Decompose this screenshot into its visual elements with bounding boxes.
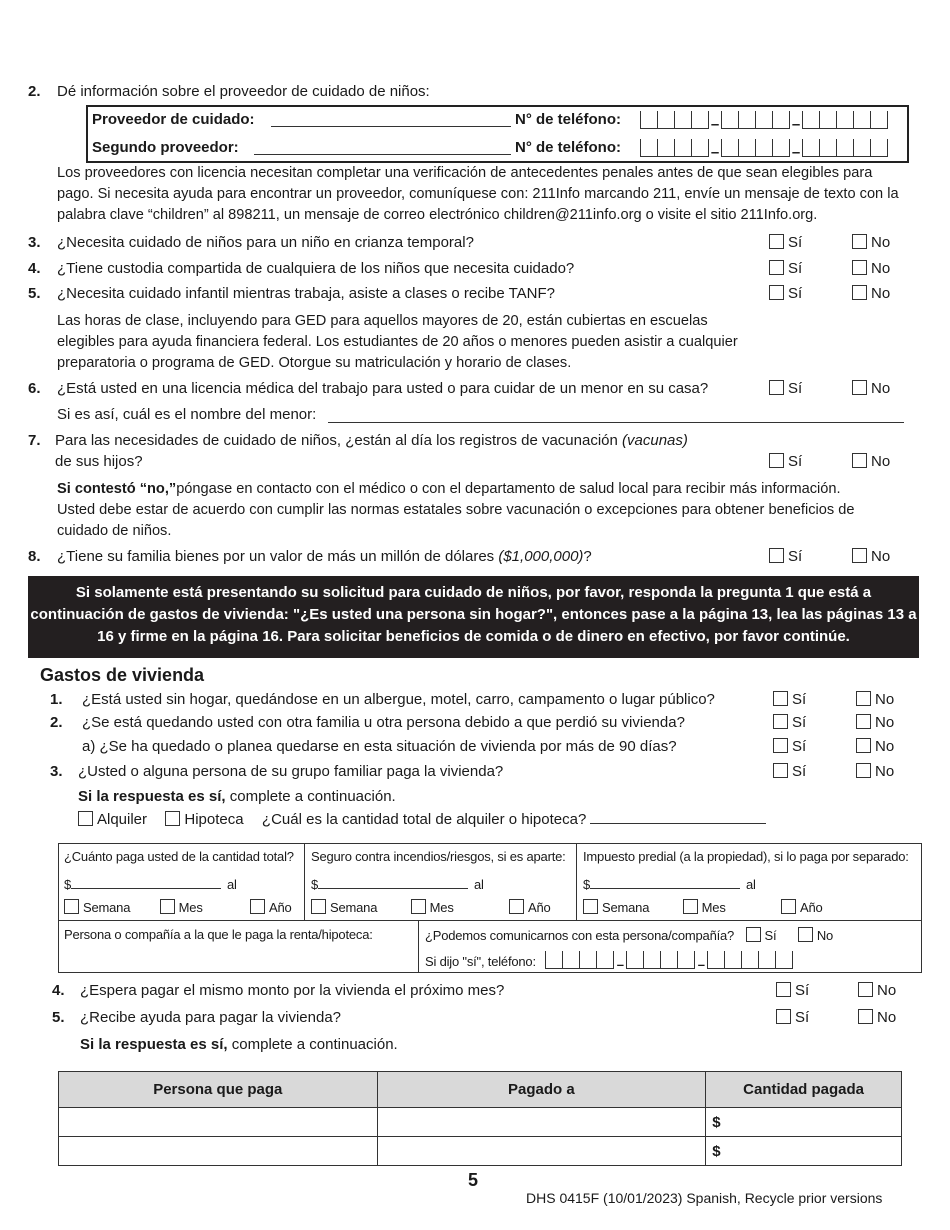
h2a-yes-checkbox[interactable] (773, 738, 788, 753)
rent-mortgage-row (78, 810, 766, 828)
q4-yes-label: Sí (788, 260, 803, 277)
table-cell[interactable]: $ (706, 1137, 902, 1166)
table-cell[interactable] (59, 1108, 378, 1137)
housing-title: Gastos de vivienda (40, 665, 205, 685)
q6-no-label: No (871, 380, 891, 397)
q4-no-label: No (871, 260, 891, 277)
q7-text-cont: de sus hijos? (55, 453, 143, 470)
grid-cell-amount: ¿Cuánto paga usted de la cantidad total? $ al Semana Mes Año (59, 844, 305, 920)
q8-text: ¿Tiene su familia bienes por un valor de más un millón de dólares ($1,000,000)? (57, 548, 592, 565)
tax-year-checkbox[interactable] (781, 899, 796, 914)
tax-week-checkbox[interactable] (583, 899, 598, 914)
q8-num: 8. (28, 548, 41, 565)
rent-checkbox[interactable] (78, 811, 93, 826)
payment-table (58, 1071, 902, 1166)
form-id: DHS 0415F (10/01/2023) Spanish, Recycle prior versions (526, 1190, 883, 1206)
h4-yes-checkbox[interactable] (776, 982, 791, 997)
total-question: ¿Cuál es la cantidad total de alquiler o hipoteca? (261, 811, 587, 828)
q2-note: Los proveedores con licencia necesitan completar una verificación de antecedentes penales antes de que sean elegibles para pago. Si necesita ayuda para encontrar un proveedor, comuníquese con: 211Info marcando 211, envíe un mensaje de texto con la palabra clave “children” al 898211, un mensaje de correo electrónico children@211info.org o visite el sitio 211Info.org. (57, 165, 899, 223)
provider1-label: Proveedor de cuidado: (92, 111, 255, 128)
h3-if-yes: Si la respuesta es sí, complete a continuación. (78, 788, 396, 805)
grid-cell-contact: ¿Podemos comunicarnos con esta persona/compañía? Sí No Si dijo "sí", teléfono: – – (425, 928, 834, 972)
amount-year-checkbox[interactable] (250, 899, 265, 914)
provider2-field[interactable] (254, 141, 511, 155)
mortgage-checkbox[interactable] (165, 811, 180, 826)
grid-cell-property-tax: Impuesto predial (a la propiedad), si lo paga por separado: $ al Semana Mes Año (583, 849, 909, 915)
q7-yes-checkbox[interactable] (769, 453, 784, 468)
contact-yes-checkbox[interactable] (746, 927, 761, 942)
h4-text: ¿Espera pagar el mismo monto por la vivienda el próximo mes? (80, 982, 505, 999)
h2-num: 2. (50, 714, 63, 731)
q3-no-label: No (871, 234, 891, 251)
amount-month-checkbox[interactable] (160, 899, 175, 914)
provider-box (86, 105, 909, 163)
q7-note: Si contestó “no,”póngase en contacto con el médico o con el departamento de salud local para recibir más información. Usted debe estar de acuerdo con cumplir las normas estatales sobre vacunación o excepciones para obtener beneficios de cuidado de niños. (57, 481, 855, 539)
table-header: Cantidad pagada (706, 1072, 902, 1108)
h2a-no-label: No (875, 738, 895, 755)
table-header: Pagado a (377, 1072, 706, 1108)
phone1-label: N° de teléfono: (515, 111, 621, 128)
q4-num: 4. (28, 260, 41, 277)
q5-no-label: No (871, 285, 891, 302)
h1-no-checkbox[interactable] (856, 691, 871, 706)
q2-num: 2. (28, 83, 41, 100)
grid-cell-payee[interactable]: Persona o compañía a la que le paga la renta/hipoteca: (59, 921, 419, 973)
tax-month-checkbox[interactable] (683, 899, 698, 914)
h2-no-label: No (875, 714, 895, 731)
h5-yes-label: Sí (795, 1009, 810, 1026)
contact-no-checkbox[interactable] (798, 927, 813, 942)
q7-text: Para las necesidades de cuidado de niños, ¿están al día los registros de vacunación (vacunas) (55, 432, 688, 449)
h4-num: 4. (52, 982, 65, 999)
page-number: 5 (468, 1170, 479, 1190)
q7-num: 7. (28, 432, 41, 449)
h1-no-label: No (875, 691, 895, 708)
q5-yes-checkbox[interactable] (769, 285, 784, 300)
table-cell[interactable]: $ (706, 1108, 902, 1137)
q5-no-checkbox[interactable] (852, 285, 867, 300)
q4-text: ¿Tiene custodia compartida de cualquiera de los niños que necesita cuidado? (57, 260, 575, 277)
table-header: Persona que paga (59, 1072, 378, 1108)
h5-num: 5. (52, 1009, 65, 1026)
q7-yes-label: Sí (788, 453, 803, 470)
q3-yes-label: Sí (788, 234, 803, 251)
q6-no-checkbox[interactable] (852, 380, 867, 395)
h1-yes-label: Sí (792, 691, 807, 708)
h5-if-yes: Si la respuesta es sí, complete a continuación. (80, 1036, 398, 1053)
h2-no-checkbox[interactable] (856, 714, 871, 729)
h4-no-checkbox[interactable] (858, 982, 873, 997)
h3-no-label: No (875, 763, 895, 780)
q4-yes-checkbox[interactable] (769, 260, 784, 275)
phone1-field[interactable]: – – (640, 111, 888, 133)
table-row (59, 1137, 902, 1166)
amount-week-checkbox[interactable] (64, 899, 79, 914)
table-cell[interactable] (59, 1137, 378, 1166)
total-amount-field[interactable] (590, 810, 766, 824)
h3-no-checkbox[interactable] (856, 763, 871, 778)
h2a-text: a) ¿Se ha quedado o planea quedarse en esta situación de vivienda por más de 90 días? (82, 738, 677, 755)
q4-no-checkbox[interactable] (852, 260, 867, 275)
table-row (59, 1108, 902, 1137)
q3-num: 3. (28, 234, 41, 251)
h2-yes-checkbox[interactable] (773, 714, 788, 729)
h4-no-label: No (877, 982, 897, 999)
grid-cell-insurance: Seguro contra incendios/riesgos, si es aparte: $ al Semana Mes Año (305, 844, 577, 920)
h2a-no-checkbox[interactable] (856, 738, 871, 753)
h2-yes-label: Sí (792, 714, 807, 731)
insurance-field[interactable] (318, 875, 468, 889)
q3-text: ¿Necesita cuidado de niños para un niño en crianza temporal? (57, 234, 474, 251)
q6-text: ¿Está usted en una licencia médica del trabajo para usted o para cuidar de un menor en su casa? (57, 380, 709, 397)
h3-yes-checkbox[interactable] (773, 763, 788, 778)
q2-text: Dé información sobre el proveedor de cuidado de niños: (57, 83, 430, 100)
h2a-yes-label: Sí (792, 738, 807, 755)
h3-num: 3. (50, 763, 63, 780)
table-cell[interactable] (377, 1108, 706, 1137)
h5-yes-checkbox[interactable] (776, 1009, 791, 1024)
provider2-label: Segundo proveedor: (92, 139, 239, 156)
table-cell[interactable] (377, 1137, 706, 1166)
insurance-month-checkbox[interactable] (411, 899, 426, 914)
h5-no-checkbox[interactable] (858, 1009, 873, 1024)
q7-no-checkbox[interactable] (852, 453, 867, 468)
insurance-year-checkbox[interactable] (509, 899, 524, 914)
h1-num: 1. (50, 691, 63, 708)
contact-phone-field[interactable]: – – (545, 951, 793, 972)
insurance-week-checkbox[interactable] (311, 899, 326, 914)
q7-no-label: No (871, 453, 891, 470)
q3-no-checkbox[interactable] (852, 234, 867, 249)
mortgage-label: Hipoteca (184, 811, 244, 828)
child-name-field[interactable] (328, 409, 904, 423)
h5-no-label: No (877, 1009, 897, 1026)
q5-note: Las horas de clase, incluyendo para GED para aquellos mayores de 20, están cubiertas en escuelas elegibles para ayuda financiera federal. Los estudiantes de 20 años o menores pueden asistir a cualquier preparatoria o programa de GED. Otorgue su matriculación y horario de clases. (57, 313, 738, 371)
q8-yes-label: Sí (788, 548, 803, 565)
child-care-only-banner: Si solamente está presentando su solicitud para cuidado de niños, por favor, responda la pregunta 1 que está a continuación de gastos de vivienda: "¿Es usted una persona sin hogar?", entonces pase a la página 13, lea las páginas 13 a 16 y firme en la página 16. Para solicitar beneficios de comida o de dinero en efectivo, por favor continúe. (28, 576, 919, 658)
q5-num: 5. (28, 285, 41, 302)
housing-costs-grid (58, 843, 922, 973)
phone2-field[interactable]: – – (640, 139, 888, 161)
h4-yes-label: Sí (795, 982, 810, 999)
amount-field[interactable] (71, 875, 221, 889)
q5-text: ¿Necesita cuidado infantil mientras trabaja, asiste a clases o recibe TANF? (57, 285, 556, 302)
provider1-field[interactable] (271, 113, 511, 127)
tax-field[interactable] (590, 875, 740, 889)
phone2-label: N° de teléfono: (515, 139, 621, 156)
q3-yes-checkbox[interactable] (769, 234, 784, 249)
q6-num: 6. (28, 380, 41, 397)
q6-yes-checkbox[interactable] (769, 380, 784, 395)
h1-text: ¿Está usted sin hogar, quedándose en un albergue, motel, carro, campamento o lugar público? (82, 691, 715, 708)
h1-yes-checkbox[interactable] (773, 691, 788, 706)
h3-text: ¿Usted o alguna persona de su grupo familiar paga la vivienda? (78, 763, 504, 780)
h5-text: ¿Recibe ayuda para pagar la vivienda? (80, 1009, 341, 1026)
h3-yes-label: Sí (792, 763, 807, 780)
q8-no-label: No (871, 548, 891, 565)
h2-text: ¿Se está quedando usted con otra familia u otra persona debido a que perdió su vivienda? (82, 714, 685, 731)
q6-yes-label: Sí (788, 380, 803, 397)
q6-followup: Si es así, cuál es el nombre del menor: (57, 406, 317, 423)
q8-no-checkbox[interactable] (852, 548, 867, 563)
q8-yes-checkbox[interactable] (769, 548, 784, 563)
rent-label: Alquiler (97, 811, 148, 828)
q5-yes-label: Sí (788, 285, 803, 302)
